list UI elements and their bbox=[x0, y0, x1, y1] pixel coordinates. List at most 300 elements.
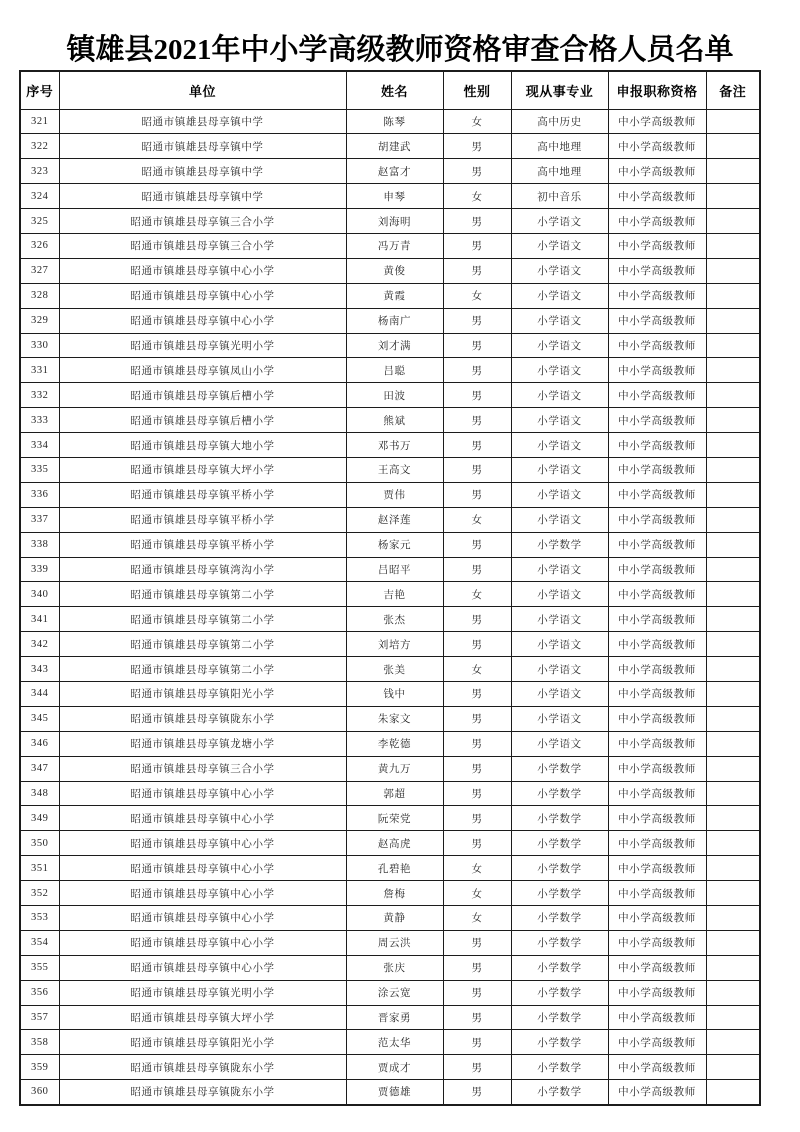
table-row bbox=[20, 433, 760, 458]
cell-seq: 340 bbox=[20, 582, 59, 607]
cell-seq: 326 bbox=[20, 233, 59, 258]
cell-gender: 男 bbox=[443, 358, 511, 383]
cell-name: 黄霞 bbox=[346, 283, 443, 308]
cell-gender: 女 bbox=[443, 283, 511, 308]
cell-seq: 329 bbox=[20, 308, 59, 333]
cell-name: 范太华 bbox=[346, 1030, 443, 1055]
cell-name: 刘海明 bbox=[346, 209, 443, 234]
cell-remark bbox=[706, 906, 760, 931]
table-row bbox=[20, 159, 760, 184]
cell-subject: 小学语文 bbox=[511, 258, 608, 283]
cell-name: 贾德雄 bbox=[346, 1080, 443, 1105]
cell-subject: 小学语文 bbox=[511, 308, 608, 333]
cell-gender: 男 bbox=[443, 258, 511, 283]
cell-title: 中小学高级教师 bbox=[608, 881, 706, 906]
cell-remark bbox=[706, 632, 760, 657]
cell-unit: 昭通市镇雄县母享镇平桥小学 bbox=[59, 532, 346, 557]
cell-remark bbox=[706, 831, 760, 856]
cell-title: 中小学高级教师 bbox=[608, 582, 706, 607]
cell-gender: 女 bbox=[443, 906, 511, 931]
cell-gender: 女 bbox=[443, 881, 511, 906]
col-header-remark: 备注 bbox=[706, 71, 760, 109]
cell-name: 贾伟 bbox=[346, 482, 443, 507]
cell-unit: 昭通市镇雄县母享镇第二小学 bbox=[59, 607, 346, 632]
table-row bbox=[20, 258, 760, 283]
cell-seq: 347 bbox=[20, 756, 59, 781]
cell-remark bbox=[706, 980, 760, 1005]
cell-gender: 男 bbox=[443, 632, 511, 657]
cell-title: 中小学高级教师 bbox=[608, 930, 706, 955]
col-header-unit: 单位 bbox=[59, 71, 346, 109]
cell-seq: 359 bbox=[20, 1055, 59, 1080]
cell-unit: 昭通市镇雄县母享镇陇东小学 bbox=[59, 706, 346, 731]
table-row bbox=[20, 756, 760, 781]
cell-subject: 小学语文 bbox=[511, 333, 608, 358]
cell-subject: 小学语文 bbox=[511, 706, 608, 731]
cell-gender: 男 bbox=[443, 607, 511, 632]
cell-unit: 昭通市镇雄县母享镇平桥小学 bbox=[59, 482, 346, 507]
cell-gender: 男 bbox=[443, 756, 511, 781]
cell-gender: 女 bbox=[443, 657, 511, 682]
table-row bbox=[20, 1030, 760, 1055]
cell-unit: 昭通市镇雄县母享镇中心小学 bbox=[59, 881, 346, 906]
cell-title: 中小学高级教师 bbox=[608, 906, 706, 931]
cell-title: 中小学高级教师 bbox=[608, 681, 706, 706]
cell-remark bbox=[706, 1080, 760, 1105]
cell-subject: 高中历史 bbox=[511, 109, 608, 134]
table-row bbox=[20, 209, 760, 234]
cell-unit: 昭通市镇雄县母享镇中心小学 bbox=[59, 806, 346, 831]
table-row bbox=[20, 557, 760, 582]
cell-subject: 小学数学 bbox=[511, 1055, 608, 1080]
cell-name: 周云洪 bbox=[346, 930, 443, 955]
table-row bbox=[20, 930, 760, 955]
cell-seq: 341 bbox=[20, 607, 59, 632]
cell-unit: 昭通市镇雄县母享镇第二小学 bbox=[59, 657, 346, 682]
cell-unit: 昭通市镇雄县母享镇阳光小学 bbox=[59, 1030, 346, 1055]
cell-unit: 昭通市镇雄县母享镇中学 bbox=[59, 159, 346, 184]
cell-seq: 333 bbox=[20, 408, 59, 433]
table-row bbox=[20, 408, 760, 433]
cell-subject: 小学语文 bbox=[511, 383, 608, 408]
cell-name: 朱家文 bbox=[346, 706, 443, 731]
cell-name: 阮荣党 bbox=[346, 806, 443, 831]
cell-name: 赵富才 bbox=[346, 159, 443, 184]
cell-title: 中小学高级教师 bbox=[608, 831, 706, 856]
cell-title: 中小学高级教师 bbox=[608, 706, 706, 731]
cell-name: 赵泽莲 bbox=[346, 507, 443, 532]
cell-unit: 昭通市镇雄县母享镇中心小学 bbox=[59, 930, 346, 955]
cell-seq: 353 bbox=[20, 906, 59, 931]
cell-title: 中小学高级教师 bbox=[608, 1055, 706, 1080]
cell-subject: 小学数学 bbox=[511, 1005, 608, 1030]
cell-gender: 男 bbox=[443, 980, 511, 1005]
table-row bbox=[20, 532, 760, 557]
cell-name: 贾成才 bbox=[346, 1055, 443, 1080]
cell-remark bbox=[706, 457, 760, 482]
cell-unit: 昭通市镇雄县母享镇中学 bbox=[59, 109, 346, 134]
table-row bbox=[20, 706, 760, 731]
cell-remark bbox=[706, 781, 760, 806]
cell-subject: 小学语文 bbox=[511, 632, 608, 657]
cell-title: 中小学高级教师 bbox=[608, 358, 706, 383]
table-row bbox=[20, 1080, 760, 1105]
cell-remark bbox=[706, 681, 760, 706]
cell-title: 中小学高级教师 bbox=[608, 433, 706, 458]
cell-title: 中小学高级教师 bbox=[608, 258, 706, 283]
cell-unit: 昭通市镇雄县母享镇光明小学 bbox=[59, 980, 346, 1005]
cell-seq: 330 bbox=[20, 333, 59, 358]
cell-remark bbox=[706, 482, 760, 507]
cell-name: 赵高虎 bbox=[346, 831, 443, 856]
cell-gender: 男 bbox=[443, 681, 511, 706]
cell-unit: 昭通市镇雄县母享镇大地小学 bbox=[59, 433, 346, 458]
page-title: 镇雄县2021年中小学高级教师资格审查合格人员名单 bbox=[66, 34, 734, 66]
cell-subject: 小学语文 bbox=[511, 582, 608, 607]
cell-unit: 昭通市镇雄县母享镇三合小学 bbox=[59, 756, 346, 781]
table-row bbox=[20, 632, 760, 657]
table-row bbox=[20, 457, 760, 482]
cell-title: 中小学高级教师 bbox=[608, 209, 706, 234]
col-header-gender: 性别 bbox=[443, 71, 511, 109]
cell-remark bbox=[706, 806, 760, 831]
cell-unit: 昭通市镇雄县母享镇中心小学 bbox=[59, 856, 346, 881]
cell-seq: 356 bbox=[20, 980, 59, 1005]
cell-seq: 325 bbox=[20, 209, 59, 234]
cell-seq: 351 bbox=[20, 856, 59, 881]
cell-gender: 男 bbox=[443, 233, 511, 258]
table-row bbox=[20, 134, 760, 159]
cell-seq: 338 bbox=[20, 532, 59, 557]
cell-title: 中小学高级教师 bbox=[608, 457, 706, 482]
cell-name: 熊斌 bbox=[346, 408, 443, 433]
cell-remark bbox=[706, 856, 760, 881]
cell-gender: 男 bbox=[443, 134, 511, 159]
table-row bbox=[20, 955, 760, 980]
cell-title: 中小学高级教师 bbox=[608, 333, 706, 358]
cell-gender: 男 bbox=[443, 209, 511, 234]
table-row bbox=[20, 657, 760, 682]
cell-remark bbox=[706, 1055, 760, 1080]
table-row bbox=[20, 1055, 760, 1080]
cell-unit: 昭通市镇雄县母享镇陇东小学 bbox=[59, 1080, 346, 1105]
cell-unit: 昭通市镇雄县母享镇三合小学 bbox=[59, 209, 346, 234]
col-header-seq: 序号 bbox=[20, 71, 59, 109]
cell-gender: 男 bbox=[443, 1080, 511, 1105]
cell-title: 中小学高级教师 bbox=[608, 283, 706, 308]
cell-subject: 小学语文 bbox=[511, 209, 608, 234]
cell-unit: 昭通市镇雄县母享镇第二小学 bbox=[59, 582, 346, 607]
cell-subject: 高中地理 bbox=[511, 134, 608, 159]
table-row bbox=[20, 607, 760, 632]
cell-remark bbox=[706, 333, 760, 358]
cell-unit: 昭通市镇雄县母享镇中学 bbox=[59, 184, 346, 209]
cell-name: 吕昭平 bbox=[346, 557, 443, 582]
cell-subject: 小学数学 bbox=[511, 781, 608, 806]
table-row bbox=[20, 831, 760, 856]
cell-name: 晋家勇 bbox=[346, 1005, 443, 1030]
cell-subject: 小学语文 bbox=[511, 657, 608, 682]
cell-subject: 小学语文 bbox=[511, 482, 608, 507]
header-row bbox=[20, 71, 760, 109]
cell-remark bbox=[706, 209, 760, 234]
cell-unit: 昭通市镇雄县母享镇光明小学 bbox=[59, 333, 346, 358]
cell-remark bbox=[706, 1030, 760, 1055]
cell-remark bbox=[706, 258, 760, 283]
cell-seq: 355 bbox=[20, 955, 59, 980]
table-row bbox=[20, 184, 760, 209]
cell-gender: 男 bbox=[443, 781, 511, 806]
cell-title: 中小学高级教师 bbox=[608, 408, 706, 433]
cell-name: 申琴 bbox=[346, 184, 443, 209]
cell-unit: 昭通市镇雄县母享镇中心小学 bbox=[59, 308, 346, 333]
cell-unit: 昭通市镇雄县母享镇大坪小学 bbox=[59, 457, 346, 482]
cell-name: 张杰 bbox=[346, 607, 443, 632]
cell-subject: 小学数学 bbox=[511, 930, 608, 955]
cell-title: 中小学高级教师 bbox=[608, 1005, 706, 1030]
cell-unit: 昭通市镇雄县母享镇中心小学 bbox=[59, 831, 346, 856]
cell-title: 中小学高级教师 bbox=[608, 184, 706, 209]
cell-name: 田波 bbox=[346, 383, 443, 408]
table-row bbox=[20, 308, 760, 333]
cell-subject: 小学数学 bbox=[511, 980, 608, 1005]
cell-seq: 324 bbox=[20, 184, 59, 209]
cell-unit: 昭通市镇雄县母享镇中心小学 bbox=[59, 781, 346, 806]
cell-subject: 小学数学 bbox=[511, 856, 608, 881]
cell-gender: 男 bbox=[443, 482, 511, 507]
cell-remark bbox=[706, 657, 760, 682]
cell-name: 詹梅 bbox=[346, 881, 443, 906]
cell-title: 中小学高级教师 bbox=[608, 532, 706, 557]
cell-title: 中小学高级教师 bbox=[608, 781, 706, 806]
table-row bbox=[20, 906, 760, 931]
cell-subject: 小学语文 bbox=[511, 283, 608, 308]
cell-unit: 昭通市镇雄县母享镇凤山小学 bbox=[59, 358, 346, 383]
table-row bbox=[20, 582, 760, 607]
cell-gender: 男 bbox=[443, 955, 511, 980]
cell-subject: 小学数学 bbox=[511, 906, 608, 931]
cell-gender: 男 bbox=[443, 557, 511, 582]
cell-remark bbox=[706, 532, 760, 557]
cell-name: 张庆 bbox=[346, 955, 443, 980]
cell-name: 钱中 bbox=[346, 681, 443, 706]
table-row bbox=[20, 806, 760, 831]
cell-remark bbox=[706, 582, 760, 607]
cell-seq: 331 bbox=[20, 358, 59, 383]
cell-seq: 346 bbox=[20, 731, 59, 756]
cell-subject: 小学数学 bbox=[511, 532, 608, 557]
cell-subject: 初中音乐 bbox=[511, 184, 608, 209]
cell-name: 郭超 bbox=[346, 781, 443, 806]
cell-name: 黄静 bbox=[346, 906, 443, 931]
cell-remark bbox=[706, 283, 760, 308]
cell-seq: 360 bbox=[20, 1080, 59, 1105]
cell-gender: 男 bbox=[443, 457, 511, 482]
cell-gender: 女 bbox=[443, 856, 511, 881]
cell-remark bbox=[706, 184, 760, 209]
col-header-subject: 现从事专业 bbox=[511, 71, 608, 109]
cell-name: 刘才满 bbox=[346, 333, 443, 358]
roster-table bbox=[19, 70, 761, 1106]
table-row bbox=[20, 333, 760, 358]
cell-name: 张美 bbox=[346, 657, 443, 682]
cell-seq: 334 bbox=[20, 433, 59, 458]
cell-subject: 小学语文 bbox=[511, 507, 608, 532]
cell-name: 刘培方 bbox=[346, 632, 443, 657]
table-row bbox=[20, 980, 760, 1005]
cell-gender: 男 bbox=[443, 433, 511, 458]
cell-remark bbox=[706, 1005, 760, 1030]
cell-seq: 345 bbox=[20, 706, 59, 731]
cell-title: 中小学高级教师 bbox=[608, 308, 706, 333]
table-row bbox=[20, 283, 760, 308]
cell-gender: 男 bbox=[443, 930, 511, 955]
table-row bbox=[20, 731, 760, 756]
cell-subject: 小学语文 bbox=[511, 233, 608, 258]
cell-title: 中小学高级教师 bbox=[608, 482, 706, 507]
cell-seq: 322 bbox=[20, 134, 59, 159]
cell-name: 吉艳 bbox=[346, 582, 443, 607]
cell-unit: 昭通市镇雄县母享镇中心小学 bbox=[59, 283, 346, 308]
cell-seq: 339 bbox=[20, 557, 59, 582]
cell-unit: 昭通市镇雄县母享镇中学 bbox=[59, 134, 346, 159]
cell-gender: 男 bbox=[443, 1005, 511, 1030]
cell-title: 中小学高级教师 bbox=[608, 955, 706, 980]
cell-subject: 小学数学 bbox=[511, 831, 608, 856]
cell-remark bbox=[706, 134, 760, 159]
cell-title: 中小学高级教师 bbox=[608, 731, 706, 756]
cell-seq: 349 bbox=[20, 806, 59, 831]
cell-name: 李乾德 bbox=[346, 731, 443, 756]
col-header-title: 申报职称资格 bbox=[608, 71, 706, 109]
cell-seq: 343 bbox=[20, 657, 59, 682]
cell-title: 中小学高级教师 bbox=[608, 980, 706, 1005]
cell-name: 黄俊 bbox=[346, 258, 443, 283]
cell-remark bbox=[706, 507, 760, 532]
table-row bbox=[20, 681, 760, 706]
cell-remark bbox=[706, 955, 760, 980]
cell-seq: 342 bbox=[20, 632, 59, 657]
cell-gender: 女 bbox=[443, 507, 511, 532]
cell-subject: 小学数学 bbox=[511, 955, 608, 980]
cell-remark bbox=[706, 358, 760, 383]
cell-name: 冯万青 bbox=[346, 233, 443, 258]
table-row bbox=[20, 856, 760, 881]
cell-remark bbox=[706, 881, 760, 906]
cell-remark bbox=[706, 308, 760, 333]
cell-unit: 昭通市镇雄县母享镇大坪小学 bbox=[59, 1005, 346, 1030]
cell-seq: 336 bbox=[20, 482, 59, 507]
cell-title: 中小学高级教师 bbox=[608, 607, 706, 632]
cell-name: 涂云宽 bbox=[346, 980, 443, 1005]
cell-subject: 小学语文 bbox=[511, 408, 608, 433]
cell-name: 陈琴 bbox=[346, 109, 443, 134]
cell-gender: 男 bbox=[443, 159, 511, 184]
cell-subject: 小学语文 bbox=[511, 433, 608, 458]
cell-subject: 小学数学 bbox=[511, 756, 608, 781]
cell-gender: 男 bbox=[443, 731, 511, 756]
cell-title: 中小学高级教师 bbox=[608, 109, 706, 134]
table-row bbox=[20, 233, 760, 258]
cell-seq: 358 bbox=[20, 1030, 59, 1055]
cell-gender: 女 bbox=[443, 184, 511, 209]
cell-title: 中小学高级教师 bbox=[608, 557, 706, 582]
col-header-name: 姓名 bbox=[346, 71, 443, 109]
cell-remark bbox=[706, 233, 760, 258]
table-row bbox=[20, 358, 760, 383]
cell-name: 黄九万 bbox=[346, 756, 443, 781]
table-row bbox=[20, 507, 760, 532]
cell-subject: 小学数学 bbox=[511, 1080, 608, 1105]
cell-remark bbox=[706, 756, 760, 781]
cell-name: 杨南广 bbox=[346, 308, 443, 333]
cell-seq: 327 bbox=[20, 258, 59, 283]
table-row bbox=[20, 781, 760, 806]
cell-subject: 小学语文 bbox=[511, 681, 608, 706]
cell-subject: 小学语文 bbox=[511, 731, 608, 756]
cell-title: 中小学高级教师 bbox=[608, 507, 706, 532]
cell-title: 中小学高级教师 bbox=[608, 233, 706, 258]
table-body bbox=[20, 109, 760, 1105]
cell-gender: 男 bbox=[443, 1055, 511, 1080]
cell-remark bbox=[706, 109, 760, 134]
cell-subject: 高中地理 bbox=[511, 159, 608, 184]
cell-gender: 男 bbox=[443, 383, 511, 408]
cell-seq: 350 bbox=[20, 831, 59, 856]
cell-gender: 男 bbox=[443, 806, 511, 831]
cell-title: 中小学高级教师 bbox=[608, 1080, 706, 1105]
cell-subject: 小学数学 bbox=[511, 806, 608, 831]
cell-name: 王高文 bbox=[346, 457, 443, 482]
cell-seq: 323 bbox=[20, 159, 59, 184]
cell-title: 中小学高级教师 bbox=[608, 756, 706, 781]
cell-unit: 昭通市镇雄县母享镇后槽小学 bbox=[59, 383, 346, 408]
cell-remark bbox=[706, 383, 760, 408]
cell-subject: 小学数学 bbox=[511, 881, 608, 906]
cell-unit: 昭通市镇雄县母享镇陇东小学 bbox=[59, 1055, 346, 1080]
cell-remark bbox=[706, 433, 760, 458]
cell-title: 中小学高级教师 bbox=[608, 657, 706, 682]
cell-title: 中小学高级教师 bbox=[608, 159, 706, 184]
cell-seq: 344 bbox=[20, 681, 59, 706]
cell-subject: 小学数学 bbox=[511, 1030, 608, 1055]
cell-seq: 332 bbox=[20, 383, 59, 408]
cell-seq: 328 bbox=[20, 283, 59, 308]
cell-name: 孔碧艳 bbox=[346, 856, 443, 881]
cell-unit: 昭通市镇雄县母享镇龙塘小学 bbox=[59, 731, 346, 756]
cell-gender: 男 bbox=[443, 532, 511, 557]
cell-subject: 小学语文 bbox=[511, 557, 608, 582]
table-row bbox=[20, 1005, 760, 1030]
cell-seq: 354 bbox=[20, 930, 59, 955]
cell-unit: 昭通市镇雄县母享镇中心小学 bbox=[59, 906, 346, 931]
cell-gender: 男 bbox=[443, 706, 511, 731]
cell-name: 杨家元 bbox=[346, 532, 443, 557]
table-row bbox=[20, 109, 760, 134]
cell-title: 中小学高级教师 bbox=[608, 632, 706, 657]
cell-gender: 女 bbox=[443, 582, 511, 607]
cell-title: 中小学高级教师 bbox=[608, 1030, 706, 1055]
cell-unit: 昭通市镇雄县母享镇湾沟小学 bbox=[59, 557, 346, 582]
cell-remark bbox=[706, 408, 760, 433]
cell-remark bbox=[706, 731, 760, 756]
table-row bbox=[20, 482, 760, 507]
cell-gender: 男 bbox=[443, 831, 511, 856]
cell-gender: 男 bbox=[443, 333, 511, 358]
cell-seq: 348 bbox=[20, 781, 59, 806]
cell-unit: 昭通市镇雄县母享镇阳光小学 bbox=[59, 681, 346, 706]
cell-unit: 昭通市镇雄县母享镇后槽小学 bbox=[59, 408, 346, 433]
